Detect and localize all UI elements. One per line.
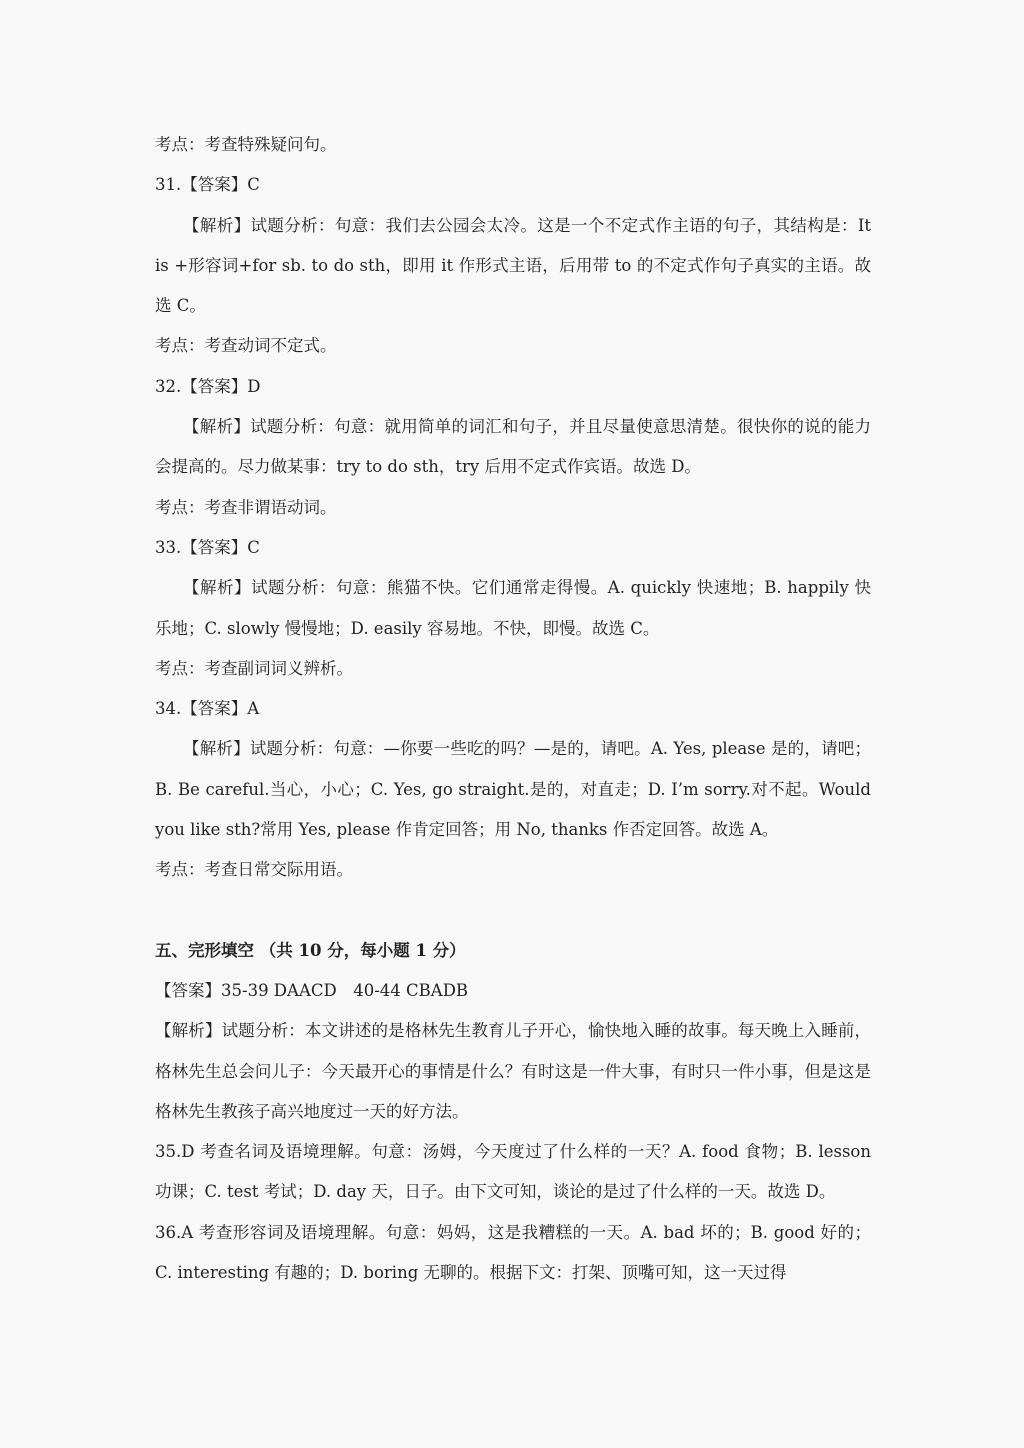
text-line: 33.【答案】C (155, 537, 260, 557)
text-line: 31.【答案】C (155, 175, 260, 195)
document-body (155, 125, 871, 1293)
text-line: 考点：考查非谓语动词。 (155, 497, 337, 517)
text-line: 考点：考查特殊疑问句。 (155, 135, 337, 154)
analysis-paragraph: 【解析】试题分析：句意：我们去公园会太冷。这是一个不定式作主语的句子，其结构是：It is +形容词+for sb. to do sth，即用 it 作形式主语，后用带 to 的不定式作句子真实的主语。故选 C。 (155, 215, 871, 316)
text-line: 36.A 考查形容词及语境理解。句意：妈妈，这是我糟糕的一天。A. bad 坏的；B. good 好的；C. interesting 有趣的；D. boring 无聊的。根据下文：打架、顶嘴可知，这一天过得 (155, 1222, 871, 1283)
section-heading: 五、完形填空 （共 10 分，每小题 1 分） (155, 940, 466, 960)
analysis-paragraph: 【解析】试题分析：句意：就用简单的词汇和句子，并且尽量使意思清楚。很快你的说的能力会提高的。尽力做某事：try to do sth，try 后用不定式作宾语。故选 D。 (155, 417, 871, 477)
analysis-paragraph: 【解析】试题分析：句意：熊猫不快。它们通常走得慢。A. quickly 快速地；B. happily 快乐地；C. slowly 慢慢地；D. easily 容易地。不快，即慢。故选 C。 (155, 578, 871, 638)
analysis-paragraph: 【解析】试题分析：句意：—你要一些吃的吗？—是的，请吧。A. Yes, please 是的，请吧；B. Be careful.当心，小心；C. Yes, go straight.是的，对直走；D. I’m sorry.对不起。Would you like sth?常用 Yes, please 作肯定回答；用 No, thanks 作否定回答。故选 A。 (155, 739, 871, 840)
section-gap (155, 891, 871, 931)
text-line: 35.D 考查名词及语境理解。句意：汤姆，今天度过了什么样的一天？A. food 食物；B. lesson 功课；C. test 考试；D. day 天，日子。由下文可知，谈论的是过了什么样的一天。故选 D。 (155, 1142, 871, 1202)
text-line: 考点：考查动词不定式。 (155, 336, 337, 356)
text-line: 34.【答案】A (155, 699, 260, 719)
text-line: 考点：考查日常交际用语。 (155, 860, 353, 880)
text-line: 考点：考查副词词义辨析。 (155, 658, 353, 678)
text-line: 【解析】试题分析：本文讲述的是格林先生教育儿子开心，愉快地入睡的故事。每天晚上入睡前，格林先生总会问儿子：今天最开心的事情是什么？有时这是一件大事，有时只一件小事，但是这是格林先生教孩子高兴地度过一天的好方法。 (155, 1021, 871, 1121)
text-line: 【答案】35-39 DAACD 40-44 CBADB (155, 980, 469, 1000)
text-line: 32.【答案】D (155, 376, 261, 396)
